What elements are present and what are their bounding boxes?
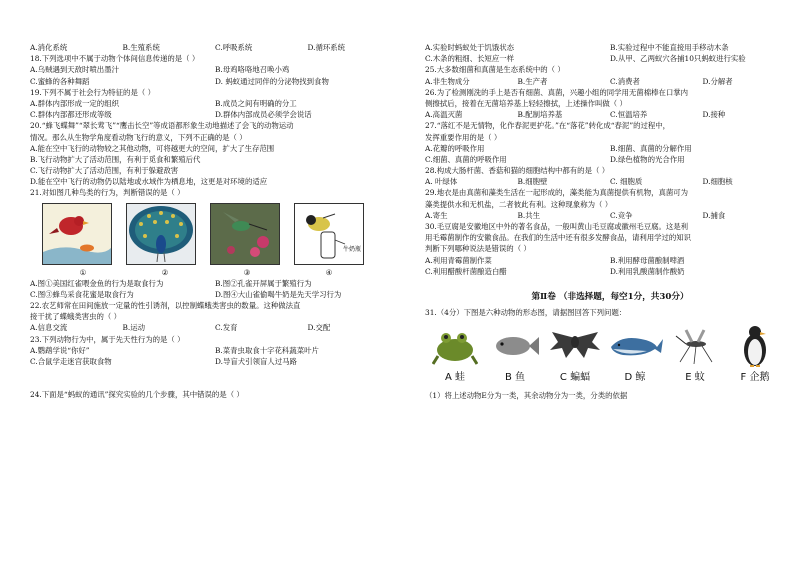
- q25-stem: 25.大多数细菌和真菌是生态系统中的（ ）: [425, 65, 565, 75]
- option: B.运动: [122, 323, 146, 333]
- option: B.菜青虫取食十字花科蔬菜叶片: [215, 345, 319, 355]
- animal-label: E 蚊: [685, 372, 705, 384]
- option: C.木条的粗细、长短应一样: [425, 54, 515, 64]
- option: D.分解者: [702, 76, 733, 86]
- bat-image: [545, 322, 605, 370]
- q21-options: [30, 289, 400, 300]
- option: D.循环系统: [307, 43, 346, 52]
- option: B.母鸡咯咯地召唤小鸡: [215, 65, 290, 75]
- mosquito-image: [665, 322, 725, 370]
- q26-stem: 侧擦拭后，接着在无菌培养基上轻轻擦拭，上述操作叫做（ ）: [425, 98, 627, 108]
- q29-options: [425, 210, 794, 221]
- figure-number: ③: [243, 267, 251, 277]
- q23-options: [30, 345, 400, 356]
- q30-stem: 判断下列哪种说法是错误的（ ）: [425, 244, 531, 254]
- option: A. 叶绿体: [425, 177, 458, 187]
- option: C. 细胞质: [610, 177, 643, 187]
- right-column: [425, 0, 794, 401]
- q31-part1: （1）将上述动物E分为一类，其余动物分为一类，分类的依据: [425, 391, 628, 401]
- option: D.利用乳酸菌制作酸奶: [610, 266, 685, 276]
- q23-options: [30, 356, 400, 367]
- q22-stem: 22.农艺师常在田间施放一定量的性引诱剂，以控制蝶蛾类害虫的数量。这种做法直: [30, 301, 301, 310]
- tit-drinking-milk-image: [294, 203, 364, 265]
- option: A.寄生: [425, 210, 448, 220]
- q24-stem: 24.下面是“蚂蚁的通讯”探究实验的几个步骤，其中错误的是（ ）: [30, 390, 244, 400]
- q30-options: [425, 255, 794, 266]
- q20-stem: 20.“蜂飞蝶舞”“翠长莺飞”“鹰击长空”等成语都形象生动地描述了会飞的动物运动: [30, 121, 294, 131]
- option: D.交配: [307, 323, 331, 333]
- option: C.图③蜂鸟采食花蜜是取食行为: [30, 289, 134, 299]
- peacock-display-image: [126, 203, 196, 265]
- option: C.竞争: [610, 210, 633, 220]
- option: C.蜜蜂的各种舞蹈: [30, 76, 90, 86]
- option: A.利用青霉菌制作菜: [425, 255, 492, 265]
- q27-options: [425, 154, 794, 165]
- option: A.信息交流: [30, 323, 68, 333]
- option: D.群体内部成员必须学会说话: [215, 110, 312, 120]
- left-column: [30, 0, 400, 400]
- q21-figure-numbers: [42, 267, 400, 278]
- option: D.接种: [702, 110, 726, 120]
- option: C.合鼠学走迷宫获取食物: [30, 356, 112, 366]
- option: D. 蚂蚁通过同伴的分泌物找到食物: [215, 76, 329, 86]
- q18-options: [30, 64, 400, 75]
- option: D.捕食: [702, 210, 726, 220]
- q25-options: [425, 76, 794, 87]
- q28-stem: 28.构成大肠杆菌、香菇和猫的细胞结构中都有的是（ ）: [425, 166, 610, 176]
- animal-label: B 鱼: [504, 372, 526, 384]
- q31-stem: 31.（4分）下图是六种动物的形态图，请据图回答下列问题：: [425, 307, 627, 317]
- milk-bottle-label: 牛奶瓶: [342, 245, 361, 253]
- option: A.花瓣的呼吸作用: [425, 143, 485, 153]
- option: A.高温灭菌: [425, 110, 463, 120]
- animal-label: F 企鹅: [740, 372, 770, 384]
- q27-options: [425, 143, 794, 154]
- option: C.呼吸系统: [215, 43, 253, 52]
- q24-options: [425, 53, 794, 64]
- q17-options: [30, 42, 400, 53]
- option: A.鹦鹉学说“你好”: [30, 345, 90, 355]
- animal-label: C 蝙蝠: [559, 372, 591, 384]
- option: B.共生: [517, 210, 541, 220]
- option: B.成员之间有明确的分工: [215, 98, 297, 108]
- q20-stem: 情况。那么从生物学角度看动物飞行的意义，下列不正确的是（ ）: [30, 132, 247, 142]
- option: B.细胞壁: [517, 177, 548, 187]
- q18-options: [30, 76, 400, 87]
- option: A.实验时蚂蚁处于饥饿状态: [425, 43, 514, 52]
- option: C.飞行动物扩大了活动范围，有利于躲避敌害: [30, 166, 179, 176]
- fish-image: [485, 322, 545, 370]
- option: B.生殖系统: [122, 43, 160, 52]
- q19-options: [30, 109, 400, 120]
- q27-stem: 发挥重要作用的是（ ）: [425, 132, 502, 142]
- option: C.恒温培养: [610, 110, 648, 120]
- q30-options: [425, 266, 794, 277]
- q18-stem: 18.下列选项中不属于动物个体间信息传递的是（ ）: [30, 54, 200, 64]
- whale-image: [605, 322, 665, 370]
- option: B.配制培养基: [517, 110, 563, 120]
- option: C.消费者: [610, 76, 640, 86]
- option: D.绿色植物的光合作用: [610, 154, 685, 164]
- q24-options: [425, 42, 794, 53]
- q19-options: [30, 98, 400, 109]
- section-2-title: 第Ⅱ卷 （非选择题，每空1分，共30分）: [531, 291, 689, 302]
- q30-stem: 用毛霉菌制作的安徽食品。在我们的生活中还有很多发酵食品，请利用学过的知识: [425, 233, 692, 243]
- option: B.图②孔雀开屏属于繁殖行为: [215, 278, 312, 288]
- option: D.图④大山雀偷喝牛奶是先天学习行为: [215, 289, 342, 299]
- hummingbird-nectar-image: [210, 203, 280, 265]
- option: A.非生物成分: [425, 76, 470, 86]
- option: A.图①美国红雀喂金鱼的行为是取食行为: [30, 278, 164, 288]
- q23-stem: 23.下列动物行为中，属于先天性行为的是（ ）: [30, 334, 185, 344]
- option: A.群体内部形成一定的组织: [30, 98, 119, 108]
- figure-number: ①: [79, 267, 87, 277]
- option: C.利用醋酸杆菌酿造白醋: [425, 266, 507, 276]
- animal-label: A 蛙: [444, 372, 466, 384]
- figure-number: ④: [325, 267, 333, 277]
- option: B.利用酵母菌酿制啤酒: [610, 255, 685, 265]
- q31-animal-figures: [425, 322, 794, 370]
- option: A.能在空中飞行的动物较之其他动物，可将越更大的空间，扩大了生存范围: [30, 143, 275, 153]
- option: A.消化系统: [30, 43, 68, 52]
- option: A.乌贼遇到天敌时喷出墨汁: [30, 65, 119, 75]
- q26-options: [425, 109, 794, 120]
- option: B.细菌、真菌的分解作用: [610, 143, 692, 153]
- option: B.实验过程中不能直接用手移动木条: [610, 43, 729, 52]
- frog-image: [425, 322, 485, 370]
- q21-figures: [42, 203, 400, 265]
- figure-number: ②: [161, 267, 169, 277]
- penguin-image: [725, 322, 785, 370]
- cardinal-feeding-fish-image: [42, 203, 112, 265]
- option: D.导盲犬引领盲人过马路: [215, 356, 297, 366]
- q29-stem: 藻类提供水和无机盐，二者彼此有利。这种现象称为（ ）: [425, 199, 613, 209]
- animal-label: D 鲸: [624, 372, 646, 384]
- q30-stem: 30.毛豆腐是安徽地区中外的著名食品，一般叫黄山毛豆腐或徽州毛豆腐。这是利: [425, 222, 689, 231]
- option: D.从甲、乙两蚁穴各捕10只蚂蚁进行实验: [610, 54, 746, 64]
- q21-options: [30, 278, 400, 289]
- option: D.细胞核: [702, 177, 733, 187]
- option: B.飞行动物扩大了活动范围，有利于觅食和繁殖后代: [30, 154, 201, 164]
- option: D.能在空中飞行的动物仍以陆地或水域作为栖息地，这更是对环境的适应: [30, 177, 268, 187]
- q27-stem: 27.“落红不是无情物，化作春泥更护花。”在“落花”转化成“春泥”的过程中，: [425, 121, 671, 131]
- q26-stem: 26.为了检测刚洗的手上是否有细菌、真菌，兴趣小组的同学用无菌棉棒在口掌内: [425, 87, 689, 97]
- option: C.群体内部都还形成等级: [30, 110, 112, 120]
- option: B.生产者: [517, 76, 548, 86]
- q29-stem: 29.地衣是由真菌和藻类生活在一起形成的，藻类能为真菌提供有机物，真菌可为: [425, 188, 689, 198]
- q22-stem: 接干扰了蝶蛾类害虫的（ ）: [30, 312, 122, 322]
- q31-animal-labels: [425, 370, 794, 386]
- option: C.发育: [215, 323, 238, 333]
- q19-stem: 19.下列不属于社会行为特征的是（ ）: [30, 87, 155, 97]
- q21-stem: 21.对如图几种鸟类的行为，判断错误的是（ ）: [30, 188, 185, 198]
- option: C.细菌、真菌的呼吸作用: [425, 154, 507, 164]
- q22-options: [30, 322, 400, 333]
- q28-options: [425, 176, 794, 187]
